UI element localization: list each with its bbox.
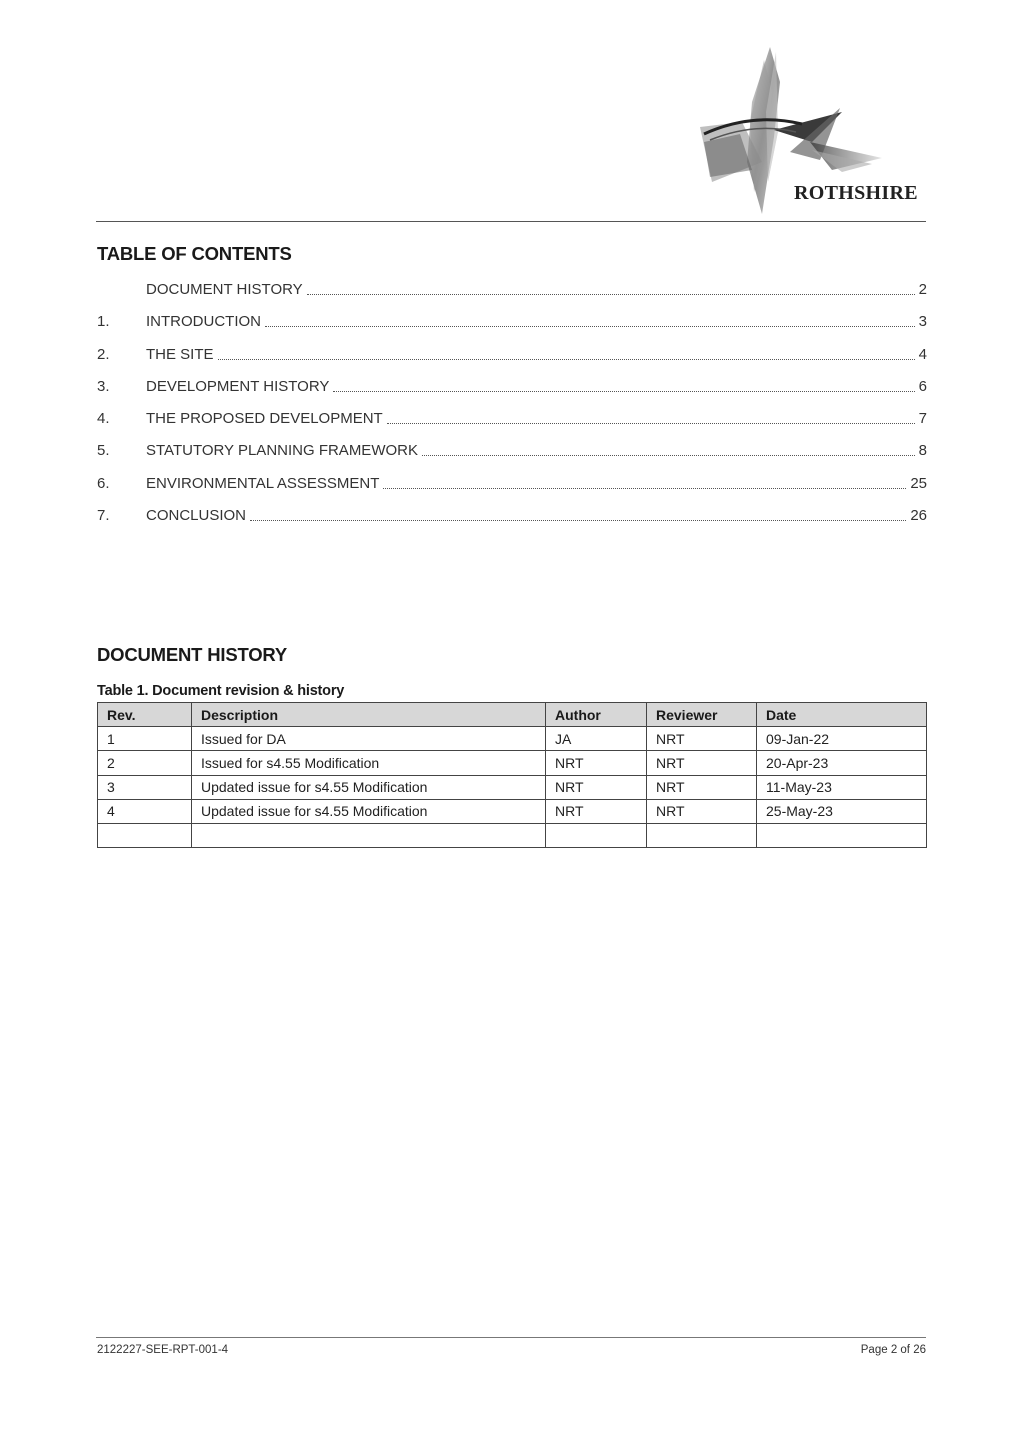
toc-leader-dots — [250, 507, 906, 521]
cell-author: NRT — [546, 799, 647, 823]
cell-date: 09-Jan-22 — [757, 727, 927, 751]
toc-leader-dots — [307, 281, 915, 295]
cell-rev: 3 — [98, 775, 192, 799]
toc-entry-number: 6. — [97, 474, 110, 492]
cell-rev: 4 — [98, 799, 192, 823]
cell-rev — [98, 823, 192, 847]
toc-entry[interactable] — [97, 507, 927, 539]
cell-date: 20-Apr-23 — [757, 751, 927, 775]
table-row — [98, 727, 927, 751]
cell-rev: 1 — [98, 727, 192, 751]
toc-entry-number: 3. — [97, 377, 110, 395]
cell-reviewer: NRT — [647, 799, 757, 823]
toc-entry-number: 5. — [97, 442, 110, 460]
toc-entry-page: 7 — [918, 410, 927, 428]
revision-history-table — [97, 702, 927, 848]
table-row — [98, 751, 927, 775]
cell-description — [192, 823, 546, 847]
toc-entry-page: 3 — [918, 313, 927, 331]
page-number: Page 2 of 26 — [860, 1344, 926, 1356]
cell-date — [757, 823, 927, 847]
toc-entry-page: 8 — [918, 442, 927, 460]
toc-entry-number: 1. — [97, 313, 110, 331]
cell-date: 25-May-23 — [757, 799, 927, 823]
toc-entry-number: 7. — [97, 507, 110, 525]
cell-author — [546, 823, 647, 847]
cell-author: NRT — [546, 751, 647, 775]
toc-leader-dots — [218, 346, 915, 360]
toc-heading: TABLE OF CONTENTS — [97, 243, 292, 264]
toc-entry-number: 4. — [97, 410, 110, 428]
cell-description: Updated issue for s4.55 Modification — [192, 775, 546, 799]
toc-entry-title: ENVIRONMENTAL ASSESSMENT — [146, 474, 380, 492]
column-header-reviewer: Reviewer — [647, 703, 757, 727]
toc-entry-number: 2. — [97, 345, 110, 363]
rothshire-logo — [692, 42, 932, 220]
cell-date: 11-May-23 — [757, 775, 927, 799]
cell-reviewer: NRT — [647, 727, 757, 751]
cell-author: NRT — [546, 775, 647, 799]
toc-entry-title: DEVELOPMENT HISTORY — [146, 377, 330, 395]
table-of-contents — [97, 281, 927, 539]
cell-description: Issued for s4.55 Modification — [192, 751, 546, 775]
toc-entry-title: THE PROPOSED DEVELOPMENT — [146, 410, 383, 428]
column-header-description: Description — [192, 703, 546, 727]
toc-entry[interactable] — [97, 281, 927, 313]
toc-entry-title: THE SITE — [146, 345, 214, 363]
table-row — [98, 799, 927, 823]
toc-entry[interactable] — [97, 442, 927, 474]
logo-wordmark: ROTHSHIRE — [794, 182, 918, 204]
cell-reviewer: NRT — [647, 775, 757, 799]
toc-entry-page: 4 — [918, 345, 927, 363]
toc-entry[interactable] — [97, 475, 927, 507]
toc-entry-title: STATUTORY PLANNING FRAMEWORK — [146, 442, 418, 460]
cell-reviewer: NRT — [647, 751, 757, 775]
footer-divider — [96, 1337, 926, 1338]
table-row-empty — [98, 823, 927, 847]
toc-entry-page: 26 — [910, 507, 927, 525]
toc-entry[interactable] — [97, 346, 927, 378]
toc-entry-title: DOCUMENT HISTORY — [146, 281, 303, 298]
toc-leader-dots — [265, 313, 915, 327]
table-caption: Table 1. Document revision & history — [97, 683, 345, 699]
document-reference: 2122227-SEE-RPT-001-4 — [97, 1344, 229, 1356]
toc-leader-dots — [333, 378, 914, 392]
document-history-heading: DOCUMENT HISTORY — [97, 644, 288, 665]
toc-entry[interactable] — [97, 378, 927, 410]
toc-leader-dots — [387, 410, 915, 424]
toc-entry-page: 25 — [910, 474, 927, 492]
cell-description: Issued for DA — [192, 727, 546, 751]
toc-entry[interactable] — [97, 313, 927, 345]
table-header-row — [98, 703, 927, 727]
toc-entry[interactable] — [97, 410, 927, 442]
toc-leader-dots — [383, 475, 906, 489]
column-header-author: Author — [546, 703, 647, 727]
cell-description: Updated issue for s4.55 Modification — [192, 799, 546, 823]
column-header-rev: Rev. — [98, 703, 192, 727]
cell-rev: 2 — [98, 751, 192, 775]
header-divider — [96, 221, 926, 222]
cell-author: JA — [546, 727, 647, 751]
toc-entry-title: CONCLUSION — [146, 507, 247, 525]
table-row — [98, 775, 927, 799]
cell-reviewer — [647, 823, 757, 847]
toc-entry-page: 2 — [918, 281, 927, 298]
toc-entry-page: 6 — [918, 377, 927, 395]
column-header-date: Date — [757, 703, 927, 727]
toc-entry-title: INTRODUCTION — [146, 313, 261, 331]
toc-leader-dots — [422, 442, 915, 456]
